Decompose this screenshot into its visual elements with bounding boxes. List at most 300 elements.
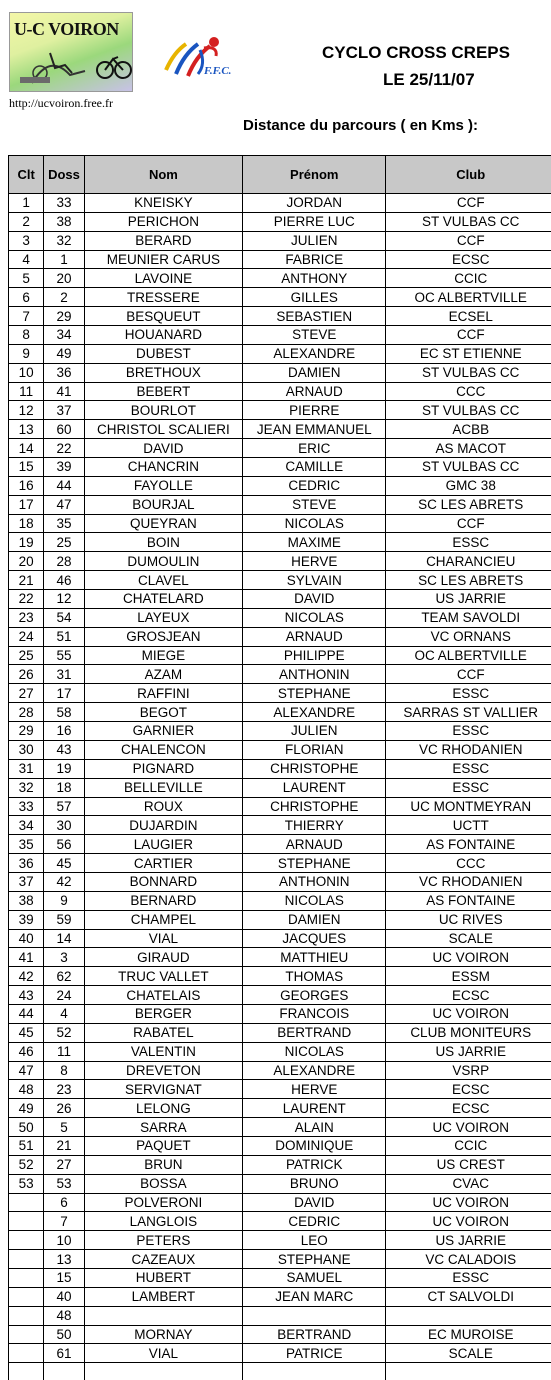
cell-club: UCTT (386, 816, 551, 835)
cell-clt: 1 (9, 194, 44, 213)
table-row (9, 269, 551, 288)
cell-club: CCF (386, 514, 551, 533)
cell-club: UC VOIRON (386, 1193, 551, 1212)
cell-clt: 32 (9, 778, 44, 797)
cell-prenom: NICOLAS (243, 514, 386, 533)
cell-clt: 47 (9, 1061, 44, 1080)
cell-club: EC ST ETIENNE (386, 344, 551, 363)
table-row (9, 1344, 551, 1363)
cell-club: UC VOIRON (386, 1118, 551, 1137)
cell-prenom: DAVID (243, 1193, 386, 1212)
cell-clt (9, 1287, 44, 1306)
cell-club: SARRAS ST VALLIER (386, 703, 551, 722)
cell-clt: 23 (9, 608, 44, 627)
cell-doss: 50 (44, 1325, 84, 1344)
cell-nom: CARTIER (84, 854, 242, 873)
cell-club: ECSC (386, 1099, 551, 1118)
cell-prenom: ALEXANDRE (243, 1061, 386, 1080)
table-row (9, 420, 551, 439)
cell-doss: 8 (44, 1061, 84, 1080)
cell-club: CCIC (386, 269, 551, 288)
cell-prenom: FABRICE (243, 250, 386, 269)
cell-clt: 19 (9, 533, 44, 552)
cell-prenom: CEDRIC (243, 476, 386, 495)
cell-prenom: GILLES (243, 288, 386, 307)
cell-club: UC VOIRON (386, 1004, 551, 1023)
cell-doss: 37 (44, 401, 84, 420)
cell-clt (9, 1306, 44, 1325)
table-row (9, 307, 551, 326)
cell-clt: 35 (9, 835, 44, 854)
cell-prenom: JEAN MARC (243, 1287, 386, 1306)
cell-clt: 34 (9, 816, 44, 835)
cell-doss: 35 (44, 514, 84, 533)
cell-prenom: LEO (243, 1231, 386, 1250)
cell-clt: 2 (9, 212, 44, 231)
cell-clt: 44 (9, 1004, 44, 1023)
cell-nom: GARNIER (84, 722, 242, 741)
cell-clt: 45 (9, 1023, 44, 1042)
cell-clt (9, 1193, 44, 1212)
cell-doss: 42 (44, 872, 84, 891)
table-row (9, 1306, 551, 1325)
cell-club: ECSC (386, 250, 551, 269)
cell-club (386, 1363, 551, 1380)
cell-doss: 53 (44, 1174, 84, 1193)
cell-club: UC MONTMEYRAN (386, 797, 551, 816)
cell-clt: 42 (9, 967, 44, 986)
cell-clt: 26 (9, 665, 44, 684)
cell-doss: 13 (44, 1250, 84, 1269)
cell-prenom: BERTRAND (243, 1023, 386, 1042)
cell-doss: 11 (44, 1042, 84, 1061)
cell-nom: TRESSERE (84, 288, 242, 307)
cell-club: CCF (386, 326, 551, 345)
cell-nom: BEBERT (84, 382, 242, 401)
cell-nom: VALENTIN (84, 1042, 242, 1061)
cell-clt: 29 (9, 722, 44, 741)
table-row (9, 608, 551, 627)
cell-nom: LAVOINE (84, 269, 242, 288)
table-row (9, 929, 551, 948)
cell-prenom: CHRISTOPHE (243, 797, 386, 816)
cell-prenom: LAURENT (243, 1099, 386, 1118)
cell-clt: 38 (9, 891, 44, 910)
cell-nom: CHAMPEL (84, 910, 242, 929)
cell-prenom: STEPHANE (243, 1250, 386, 1269)
cell-club: VSRP (386, 1061, 551, 1080)
column-header-clt: Clt (9, 156, 44, 194)
cell-doss: 33 (44, 194, 84, 213)
cell-prenom: ARNAUD (243, 835, 386, 854)
table-row (9, 854, 551, 873)
cell-club: US CREST (386, 1155, 551, 1174)
cell-club: GMC 38 (386, 476, 551, 495)
cell-nom: CHATELAIS (84, 986, 242, 1005)
table-row (9, 1099, 551, 1118)
cell-prenom: ARNAUD (243, 382, 386, 401)
cell-doss: 9 (44, 891, 84, 910)
cell-doss: 16 (44, 722, 84, 741)
table-row (9, 571, 551, 590)
cell-clt (9, 1250, 44, 1269)
column-header-prenom: Prénom (243, 156, 386, 194)
cell-nom: CLAVEL (84, 571, 242, 590)
cell-doss: 39 (44, 458, 84, 477)
cell-prenom (243, 1363, 386, 1380)
cell-prenom: THOMAS (243, 967, 386, 986)
cell-prenom: BERTRAND (243, 1325, 386, 1344)
cell-nom: DAVID (84, 439, 242, 458)
table-row (9, 401, 551, 420)
cell-doss: 48 (44, 1306, 84, 1325)
cell-nom: LELONG (84, 1099, 242, 1118)
cell-prenom: STEVE (243, 495, 386, 514)
cell-club: VC ORNANS (386, 627, 551, 646)
cell-prenom: LAURENT (243, 778, 386, 797)
event-date: LE 25/11/07 (383, 70, 475, 89)
table-row (9, 646, 551, 665)
cell-doss: 27 (44, 1155, 84, 1174)
cell-club: ST VULBAS CC (386, 212, 551, 231)
cell-clt: 28 (9, 703, 44, 722)
cell-prenom: ANTHONIN (243, 665, 386, 684)
cell-prenom: DAMIEN (243, 363, 386, 382)
table-row (9, 363, 551, 382)
cell-prenom: PATRICK (243, 1155, 386, 1174)
cell-prenom: HERVE (243, 552, 386, 571)
cell-club: ECSC (386, 986, 551, 1005)
cell-prenom: NICOLAS (243, 608, 386, 627)
cell-nom: FAYOLLE (84, 476, 242, 495)
cell-prenom: STEPHANE (243, 854, 386, 873)
cell-prenom: ALEXANDRE (243, 703, 386, 722)
cell-doss (44, 1363, 84, 1380)
cell-club: ACBB (386, 420, 551, 439)
cell-clt: 46 (9, 1042, 44, 1061)
site-url[interactable]: http://ucvoiron.free.fr (9, 96, 113, 110)
table-row (9, 797, 551, 816)
cell-nom: BESQUEUT (84, 307, 242, 326)
column-header-nom: Nom (84, 156, 242, 194)
cell-nom: LAUGIER (84, 835, 242, 854)
cell-clt: 33 (9, 797, 44, 816)
table-row (9, 703, 551, 722)
cell-prenom: NICOLAS (243, 1042, 386, 1061)
cell-doss: 18 (44, 778, 84, 797)
cell-nom: AZAM (84, 665, 242, 684)
cell-prenom: JORDAN (243, 194, 386, 213)
cell-prenom: PHILIPPE (243, 646, 386, 665)
table-row (9, 948, 551, 967)
table-row (9, 722, 551, 741)
cell-clt: 31 (9, 759, 44, 778)
cell-nom: BOIN (84, 533, 242, 552)
cell-prenom: PIERRE LUC (243, 212, 386, 231)
cell-prenom: PATRICE (243, 1344, 386, 1363)
cell-nom: DUBEST (84, 344, 242, 363)
cell-clt: 39 (9, 910, 44, 929)
cell-clt: 17 (9, 495, 44, 514)
cell-clt: 37 (9, 872, 44, 891)
cell-club: US JARRIE (386, 1231, 551, 1250)
cell-prenom: ANTHONIN (243, 872, 386, 891)
uc-voiron-logo (9, 12, 133, 92)
table-row (9, 1287, 551, 1306)
cell-club: CCC (386, 854, 551, 873)
table-row (9, 1061, 551, 1080)
cell-club: CCIC (386, 1136, 551, 1155)
cell-nom: PAQUET (84, 1136, 242, 1155)
table-row (9, 986, 551, 1005)
cell-nom: BONNARD (84, 872, 242, 891)
cell-doss: 15 (44, 1268, 84, 1287)
table-row (9, 250, 551, 269)
table-row (9, 910, 551, 929)
cell-clt: 27 (9, 684, 44, 703)
table-row (9, 326, 551, 345)
cell-clt: 30 (9, 740, 44, 759)
cell-doss: 26 (44, 1099, 84, 1118)
cell-doss: 62 (44, 967, 84, 986)
cell-clt: 18 (9, 514, 44, 533)
cell-nom: HUBERT (84, 1268, 242, 1287)
table-row (9, 533, 551, 552)
cell-doss: 10 (44, 1231, 84, 1250)
cell-prenom: DAMIEN (243, 910, 386, 929)
cell-nom: BERARD (84, 231, 242, 250)
cell-nom: GIRAUD (84, 948, 242, 967)
cell-doss: 14 (44, 929, 84, 948)
cell-nom: KNEISKY (84, 194, 242, 213)
results-body (9, 194, 551, 1380)
cell-clt: 49 (9, 1099, 44, 1118)
cell-clt (9, 1231, 44, 1250)
cell-club: UC VOIRON (386, 948, 551, 967)
svg-text:F.F.C.: F.F.C. (204, 65, 232, 77)
cell-doss: 22 (44, 439, 84, 458)
cell-club: ESSC (386, 778, 551, 797)
cell-club: VC CALADOIS (386, 1250, 551, 1269)
cell-doss: 36 (44, 363, 84, 382)
results-table (8, 155, 551, 1380)
cell-doss: 2 (44, 288, 84, 307)
cell-doss: 38 (44, 212, 84, 231)
cell-doss: 40 (44, 1287, 84, 1306)
table-row (9, 495, 551, 514)
cell-nom: CHRISTOL SCALIERI (84, 420, 242, 439)
cell-clt (9, 1325, 44, 1344)
cell-clt: 14 (9, 439, 44, 458)
cell-club: TEAM SAVOLDI (386, 608, 551, 627)
cell-clt: 40 (9, 929, 44, 948)
cell-clt: 50 (9, 1118, 44, 1137)
table-row (9, 458, 551, 477)
cell-prenom: DOMINIQUE (243, 1136, 386, 1155)
cell-club: UC VOIRON (386, 1212, 551, 1231)
cell-club: CCC (386, 382, 551, 401)
cell-nom: TRUC VALLET (84, 967, 242, 986)
cell-nom: HOUANARD (84, 326, 242, 345)
cell-nom: PETERS (84, 1231, 242, 1250)
cell-doss: 6 (44, 1193, 84, 1212)
cell-clt: 53 (9, 1174, 44, 1193)
table-row (9, 891, 551, 910)
cell-doss: 30 (44, 816, 84, 835)
table-row (9, 288, 551, 307)
cell-clt: 51 (9, 1136, 44, 1155)
cell-club: VC RHODANIEN (386, 740, 551, 759)
table-row (9, 212, 551, 231)
cell-doss: 4 (44, 1004, 84, 1023)
cell-clt: 10 (9, 363, 44, 382)
cell-doss: 24 (44, 986, 84, 1005)
cell-prenom: JULIEN (243, 231, 386, 250)
table-row (9, 344, 551, 363)
cell-nom: BERNARD (84, 891, 242, 910)
cell-nom: BERGER (84, 1004, 242, 1023)
cell-club: ESSM (386, 967, 551, 986)
cell-prenom: SAMUEL (243, 1268, 386, 1287)
cell-doss: 45 (44, 854, 84, 873)
cell-doss: 59 (44, 910, 84, 929)
table-row (9, 835, 551, 854)
cell-prenom: ARNAUD (243, 627, 386, 646)
cell-clt: 25 (9, 646, 44, 665)
table-row (9, 439, 551, 458)
cell-prenom: JACQUES (243, 929, 386, 948)
cell-clt: 3 (9, 231, 44, 250)
cell-doss: 19 (44, 759, 84, 778)
cell-club: CT SALVOLDI (386, 1287, 551, 1306)
cell-nom: GROSJEAN (84, 627, 242, 646)
cell-prenom: CAMILLE (243, 458, 386, 477)
table-row (9, 1080, 551, 1099)
cell-nom: MORNAY (84, 1325, 242, 1344)
cell-doss: 5 (44, 1118, 84, 1137)
column-header-club: Club (386, 156, 551, 194)
cell-clt: 6 (9, 288, 44, 307)
cell-club: ECSEL (386, 307, 551, 326)
table-row (9, 759, 551, 778)
cell-clt: 11 (9, 382, 44, 401)
cell-doss: 1 (44, 250, 84, 269)
cell-nom: BOURLOT (84, 401, 242, 420)
cell-doss: 34 (44, 326, 84, 345)
cell-doss: 46 (44, 571, 84, 590)
cell-doss: 7 (44, 1212, 84, 1231)
cell-prenom: STEPHANE (243, 684, 386, 703)
table-row (9, 665, 551, 684)
distance-label: Distance du parcours ( en Kms ): (243, 117, 479, 134)
cell-clt: 15 (9, 458, 44, 477)
cell-doss: 54 (44, 608, 84, 627)
cell-clt (9, 1363, 44, 1380)
cell-clt (9, 1212, 44, 1231)
cell-prenom: STEVE (243, 326, 386, 345)
cell-clt: 22 (9, 590, 44, 609)
cell-nom: SERVIGNAT (84, 1080, 242, 1099)
cell-club: ESSC (386, 684, 551, 703)
cell-doss: 58 (44, 703, 84, 722)
table-row (9, 1004, 551, 1023)
cell-prenom: NICOLAS (243, 891, 386, 910)
cell-prenom: ANTHONY (243, 269, 386, 288)
cell-nom: PERICHON (84, 212, 242, 231)
cell-clt: 24 (9, 627, 44, 646)
cell-prenom (243, 1306, 386, 1325)
cell-doss: 20 (44, 269, 84, 288)
cell-club: CHARANCIEU (386, 552, 551, 571)
cell-club: ESSC (386, 533, 551, 552)
table-row (9, 1023, 551, 1042)
cell-nom: RAFFINI (84, 684, 242, 703)
cell-nom: ROUX (84, 797, 242, 816)
cell-club: VC RHODANIEN (386, 872, 551, 891)
cell-club: CVAC (386, 1174, 551, 1193)
table-row (9, 1268, 551, 1287)
cell-nom: BELLEVILLE (84, 778, 242, 797)
cell-doss: 57 (44, 797, 84, 816)
cell-doss: 56 (44, 835, 84, 854)
cell-doss: 43 (44, 740, 84, 759)
cell-club: US JARRIE (386, 1042, 551, 1061)
cell-club: ST VULBAS CC (386, 458, 551, 477)
cell-prenom: MATTHIEU (243, 948, 386, 967)
cell-prenom: PIERRE (243, 401, 386, 420)
cell-clt: 13 (9, 420, 44, 439)
cell-nom: SARRA (84, 1118, 242, 1137)
cell-club: ESSC (386, 759, 551, 778)
cell-doss: 23 (44, 1080, 84, 1099)
cell-nom: LANGLOIS (84, 1212, 242, 1231)
cell-club: CLUB MONITEURS (386, 1023, 551, 1042)
cell-clt: 9 (9, 344, 44, 363)
cell-clt: 12 (9, 401, 44, 420)
cell-nom: DREVETON (84, 1061, 242, 1080)
table-row (9, 872, 551, 891)
cell-prenom: ERIC (243, 439, 386, 458)
logo-text: U-C VOIRON (14, 19, 119, 39)
cell-clt: 20 (9, 552, 44, 571)
cell-nom: CHATELARD (84, 590, 242, 609)
table-row (9, 231, 551, 250)
cell-clt (9, 1344, 44, 1363)
table-row (9, 816, 551, 835)
cell-club: AS MACOT (386, 439, 551, 458)
cell-nom: BEGOT (84, 703, 242, 722)
cell-prenom: JULIEN (243, 722, 386, 741)
cell-nom: VIAL (84, 1344, 242, 1363)
cell-prenom: CEDRIC (243, 1212, 386, 1231)
cell-club: OC ALBERTVILLE (386, 288, 551, 307)
cell-nom: BRUN (84, 1155, 242, 1174)
table-row (9, 1231, 551, 1250)
cell-nom: VIAL (84, 929, 242, 948)
table-row (9, 1363, 551, 1380)
cell-nom: POLVERONI (84, 1193, 242, 1212)
table-row (9, 1174, 551, 1193)
cell-doss: 21 (44, 1136, 84, 1155)
cell-club: EC MUROISE (386, 1325, 551, 1344)
cell-prenom: DAVID (243, 590, 386, 609)
cell-nom: CHALENCON (84, 740, 242, 759)
table-row (9, 627, 551, 646)
cell-doss: 51 (44, 627, 84, 646)
cell-club: US JARRIE (386, 590, 551, 609)
cell-doss: 31 (44, 665, 84, 684)
cell-doss: 25 (44, 533, 84, 552)
